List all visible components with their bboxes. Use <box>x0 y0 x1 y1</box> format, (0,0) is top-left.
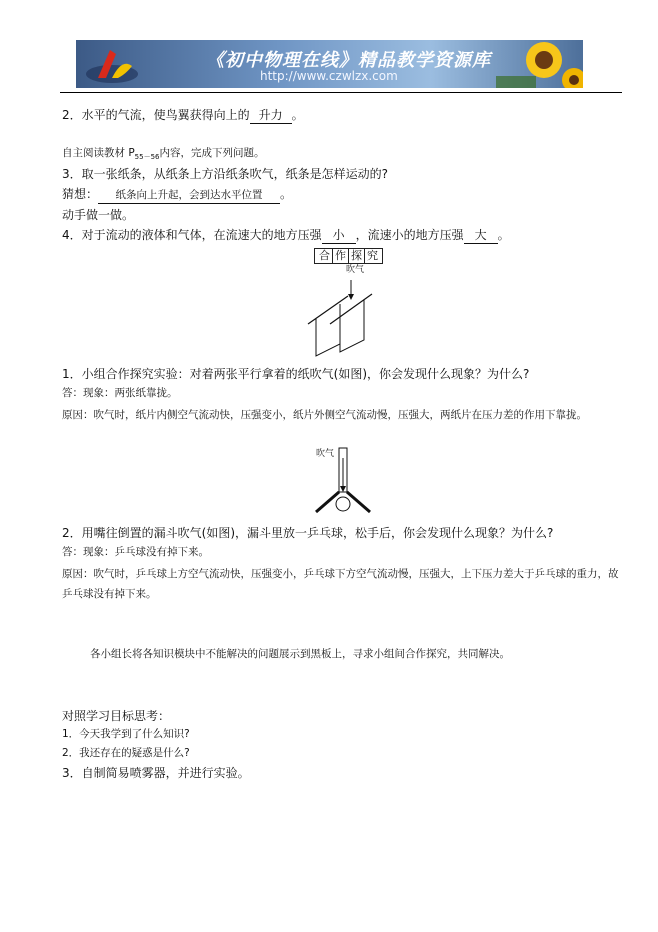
group-question-1: 1．小组合作探究实验：对着两张平行拿着的纸吹气(如图)，你会发现什么现象？为什么? <box>62 367 530 381</box>
try-it-line: 动手做一做。 <box>62 208 135 222</box>
sunflower-icon <box>496 40 583 88</box>
section-label: 合 作 探 究 <box>314 248 383 264</box>
group-instruction: 各小组长将各知识模块中不能解决的问题展示到黑板上，寻求小组间合作探究，共同解决。 <box>90 648 510 660</box>
answer-1: 答：现象：两张纸靠拢。 <box>62 387 178 399</box>
banner-url: http://www.czwlzx.com <box>260 69 398 83</box>
reflection-item-2: 2．我还存在的疑惑是什么? <box>62 747 190 759</box>
reading-instruction: 自主阅读教材 $P_{55-56}$内容，完成下列问题。 <box>62 147 265 162</box>
figure-label: 吹气 <box>346 265 365 275</box>
header-rule <box>60 92 622 93</box>
figure-label: 吹气 <box>316 449 335 459</box>
answer-blank: 小 <box>322 227 356 244</box>
group-question-2: 2．用嘴往倒置的漏斗吹气(如图)，漏斗里放一乒乓球，松手后，你会发现什么现象？为什么? <box>62 526 554 540</box>
question-4: 4．对于流动的液体和气体，在流速大的地方压强 小 ，流速小的地方压强 大 。 <box>62 228 510 242</box>
reflection-item-3: 3．自制简易喷雾器，并进行实验。 <box>62 766 250 780</box>
reason-1: 原因：吹气时，纸片内侧空气流动快，压强变小，纸片外侧空气流动慢，压强大，两纸片在压力差的作用下靠拢。 <box>62 409 587 421</box>
guess-line: 猜想： 纸条向上升起，会到达水平位置 。 <box>62 186 292 204</box>
funnel-figure <box>312 444 384 520</box>
answer-blank: 升力 <box>250 107 292 124</box>
reflection-heading: 对照学习目标思考： <box>62 709 171 723</box>
header-banner <box>76 40 583 88</box>
reflection-item-1: 1．今天我学到了什么知识? <box>62 728 190 740</box>
answer-2: 答：现象：乒乓球没有掉下来。 <box>62 546 209 558</box>
reason-2: 原因：吹气时，乒乓球上方空气流动快，压强变小，乒乓球下方空气流动慢，压强大，上下压力差大于乒乓球的重力，故乒乓球没有掉下来。 <box>62 568 619 600</box>
logo-icon <box>82 44 152 86</box>
banner-title: 《初中物理在线》精品教学资源库 <box>206 50 491 71</box>
question-3: 3．取一张纸条，从纸条上方沿纸条吹气，纸条是怎样运动的? <box>62 167 389 181</box>
answer-blank: 纸条向上升起，会到达水平位置 <box>98 188 280 204</box>
answer-blank: 大 <box>464 227 498 244</box>
question-2: 2．水平的气流，使鸟翼获得向上的 升力 。 <box>62 108 304 122</box>
two-papers-figure <box>300 262 390 362</box>
